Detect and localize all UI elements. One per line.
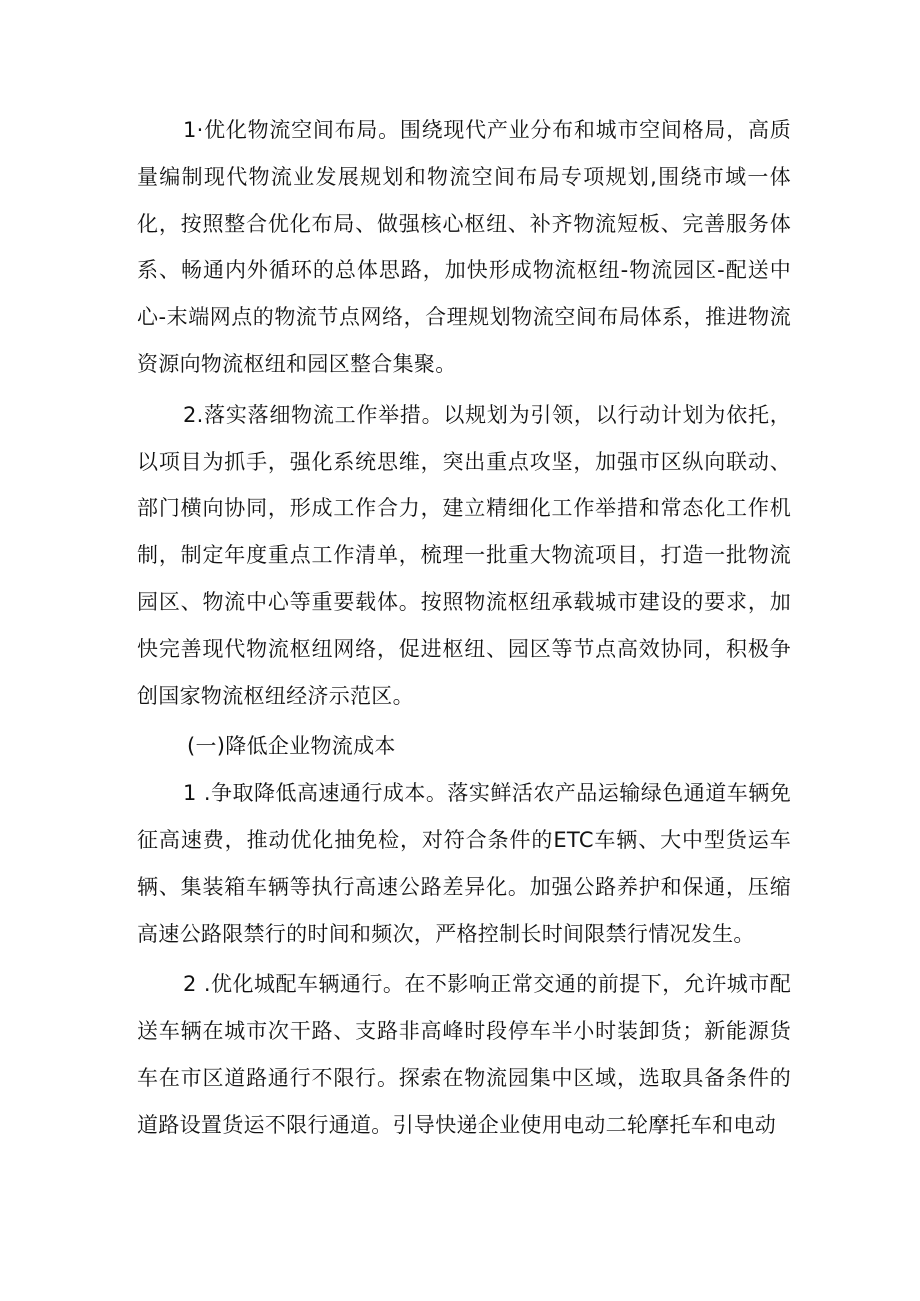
paragraph-urban-delivery: 2 .优化城配车辆通行。在不影响正常交通的前提下，允许城市配送车辆在城市次干路、支路非高峰时段停车半小时装卸货；新能源货车在市区道路通行不限行。探索在物流园集中区域，选取具备条件的道路设置货运不限行通道。引导快递企业使用电动二轮摩托车和电动 <box>137 972 791 1137</box>
section-heading-reduce-logistics-cost: (一)降低企业物流成本 <box>187 734 396 759</box>
paragraph-spatial-layout: 1·优化物流空间布局。围绕现代产业分布和城市空间格局，高质量编制现代物流业发展规划和物流空间布局专项规划,围绕市域一体化，按照整合优化布局、做强核心枢纽、补齐物流短板、完善服务体系、畅通内外循环的总体思路，加快形成物流枢纽-物流园区-配送中心-末端网点的物流节点网络，合理规划物流空间布局体系，推进物流资源向物流枢纽和园区整合集聚。 <box>137 118 791 376</box>
paragraph-highway-toll: 1 .争取降低高速通行成本。落实鲜活农产品运输绿色通道车辆免征高速费，推动优化抽免检，对符合条件的ETC车辆、大中型货运车辆、集装箱车辆等执行高速公路差异化。加强公路养护和保通，压缩高速公路限禁行的时间和频次，严格控制长时间限禁行情况发生。 <box>137 781 791 946</box>
document-body <box>137 107 791 1149</box>
paragraph-work-measures: 2.落实落细物流工作举措。以规划为引领，以行动计划为依托，以项目为抓手，强化系统思维，突出重点攻坚，加强市区纵向联动、部门横向协同，形成工作合力，建立精细化工作举措和常态化工作机制，制定年度重点工作清单，梳理一批重大物流项目，打造一批物流园区、物流中心等重要载体。按照物流枢纽承载城市建设的要求，加快完善现代物流枢纽网络，促进枢纽、园区等节点高效协同，积极争创国家物流枢纽经济示范区。 <box>137 402 791 708</box>
